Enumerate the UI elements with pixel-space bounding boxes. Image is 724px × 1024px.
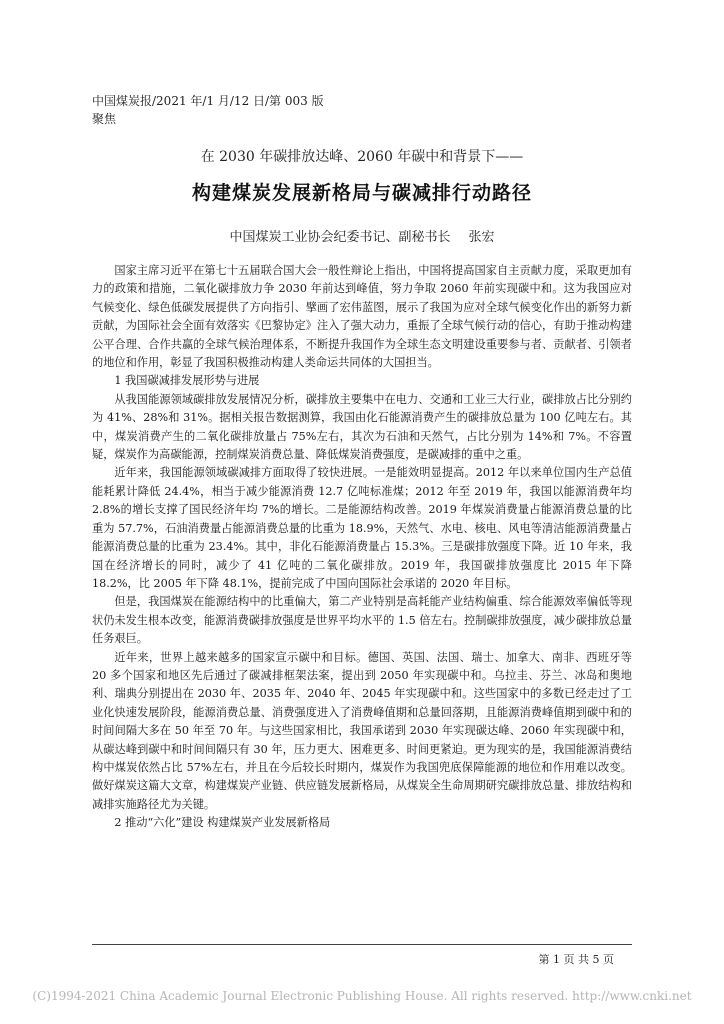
- section-heading-2: 2 推动“六化”建设 构建煤炭产业发展新格局: [114, 816, 331, 830]
- source-line: 中国煤炭报/2021 年/1 月/12 日/第 003 版: [92, 94, 324, 108]
- article-title: 构建煤炭发展新格局与碳减排行动路径: [191, 182, 532, 204]
- paragraph-intro: 国家主席习近平在第七十五届联合国大会一般性辩论上指出，中国将提高国家自主贡献力度，采取更加有力的政策和措施，二氧化碳排放力争 2030 年前达到峰值，努力争取 2060 年前实现碳中和。这为我国应对气候变化、绿色低碳发展提供了方向指引、擘画了宏伟蓝图，展示了我国为应对全球气候变化作出的新努力新贡献，为国际社会全面有效落实《巴黎协定》注入了强大动力，重振了全球气候行动的信心，有助于推动构建公平合理、合作共赢的全球气候治理体系，不断提升我国作为全球生态文明建设重要参与者、贡献者、引领者的地位和作用，彰显了我国积极推动构建人类命运共同体的大国担当。: [92, 264, 632, 370]
- section-heading-1: 1 我国碳减排发展形势与进展: [114, 374, 260, 388]
- author-name: 张宏: [468, 230, 495, 245]
- source-meta: [92, 92, 324, 128]
- article-subtitle: 在 2030 年碳排放达峰、2060 年碳中和背景下——: [200, 149, 524, 165]
- paragraph: 但是，我国煤炭在能源结构中的比重偏大，第二产业特别是高耗能产业结构偏重、综合能源效率偏低等现状仍未发生根本改变，能源消费碳排放强度是世界平均水平的 1.5 倍左右。控制碳排放强度，减少碳排放总量任务艰巨。: [92, 595, 632, 646]
- article-body: [92, 262, 632, 833]
- paragraph: 从我国能源领域碳排放发展情况分析，碳排放主要集中在电力、交通和工业三大行业，碳排放占比分别约为 41%、28%和 31%。据相关报告数据测算，我国由化石能源消费产生的碳排放总量为 100 亿吨左右。其中，煤炭消费产生的二氧化碳排放量占 75%左右，其次为石油和天然气，占比分别为 14%和 7%。不容置疑，煤炭作为高碳能源，控制煤炭消费总量、降低煤炭消费强度，是碳减排的重中之重。: [92, 392, 632, 462]
- section-label: 聚焦: [92, 112, 117, 126]
- copyright-watermark: (C)1994-2021 China Academic Journal Electronic Publishing House. All rights reserved. http://www.cnki.net: [32, 989, 692, 1003]
- footer-divider: [92, 944, 632, 945]
- author-role: 中国煤炭工业协会纪委书记、副秘书长: [229, 230, 451, 245]
- page-indicator: 第 1 页 共 5 页: [538, 953, 614, 966]
- paragraph: 近年来，世界上越来越多的国家宣示碳中和目标。德国、英国、法国、瑞士、加拿大、南非、西班牙等 20 多个国家和地区先后通过了碳减排框架法案，提出到 2050 年实现碳中和。乌拉圭、芬兰、冰岛和奥地利、瑞典分别提出在 2030 年、2035 年、2040 年、2045 年实现碳中和。这些国家中的多数已经走过了工业化快速发展阶段，能源消费总量、消费强度进入了消费峰值期和总量回落期，且能源消费峰值期到碳中和的时间间隔大多在 50 年至 70 年。与这些国家相比，我国承诺到 2030 年实现碳达峰、2060 年实现碳中和，从碳达峰到碳中和时间间隔只有 30 年，压力更大、困难更多、时间更紧迫。更为现实的是，我国能源消费结构中煤炭依然占比 57%左右，并且在今后较长时期内，煤炭作为我国兜底保障能源的地位和作用难以改变。做好煤炭这篇大文章，构建煤炭产业链、供应链发展新格局，从煤炭全生命周期研究碳排放总量、排放结构和减排实施路径尤为关键。: [92, 650, 632, 811]
- paragraph: 近年来，我国能源领域碳减排方面取得了较快进展。一是能效明显提高。2012 年以来单位国内生产总值能耗累计降低 24.4%，相当于减少能源消费 12.7 亿吨标准煤；2012 年至 2019 年，我国以能源消费年均 2.8%的增长支撑了国民经济年均 7%的增长。二是能源结构改善。2019 年煤炭消费量占能源消费总量的比重为 57.7%，石油消费量占能源消费总量的比重为 18.9%，天然气、水电、核电、风电等清洁能源消费量占能源消费总量的比重为 23.4%。其中，非化石能源消费量占 15.3%。三是碳排放强度下降。近 10 年来，我国在经济增长的同时，减少了 41 亿吨的二氧化碳排放。2019 年，我国碳排放强度比 2015 年下降 18.2%，比 2005 年下降 48.1%，提前完成了中国向国际社会承诺的 2020 年目标。: [92, 466, 632, 590]
- author-line: [0, 226, 724, 245]
